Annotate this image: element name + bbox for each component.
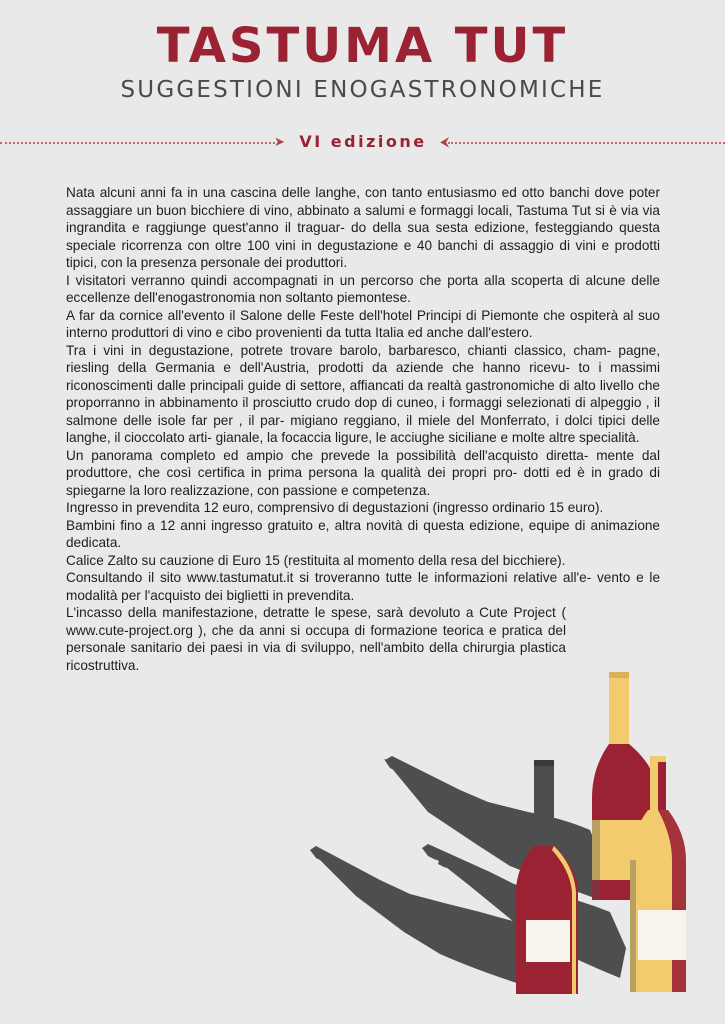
- dotted-rule-left: [0, 142, 275, 144]
- bottle-front: [516, 760, 578, 994]
- poster-title: TASTUMA TUT: [156, 18, 569, 74]
- paragraph-intro: Nata alcuni anni fa in una cascina delle langhe, con tanto entusiasmo ed otto banchi dove poter assaggiare un buon bicchiere di vino, abbinato a salumi e formaggi locali, Tastuma Tut si è via via ingrandita e raggiunge quest'anno il traguar- do della sua sesta edizione, festeggiando questa speciale ricorrenza con oltre 100 vini in degustazione e 40 banchi di assaggio di vini e prodotti tipici, con la presenza personale dei produttori.: [66, 185, 660, 270]
- edition-banner: [0, 128, 725, 156]
- poster-subtitle: SUGGESTIONI ENOGASTRONOMICHE: [120, 77, 605, 103]
- arrow-left-icon: ⮜: [440, 134, 450, 149]
- wine-bottles-illustration: [300, 660, 725, 1024]
- paragraph-tickets: Ingresso in prevendita 12 euro, comprensivo di degustazioni (ingresso ordinario 15 euro).: [66, 500, 604, 515]
- paragraph-panorama: Un panorama completo ed ampio che prevede la possibilità dell'acquisto diretta- mente dal produttore, che così certifica in prima persona la qualità dei propri pro- dotti ed è in grado di spiegarne la loro realizzazione, con passione e competenza.: [66, 447, 660, 498]
- paragraph-visitors: I visitatori verranno quindi accompagnati in un percorso che porta alla scoperta di alcune delle eccellenze dell'enogastronomia non soltanto piemontese.: [66, 272, 660, 305]
- paragraph-children: Bambini fino a 12 anni ingresso gratuito e, altra novità di questa edizione, equipe di animazione dedicata.: [66, 517, 660, 550]
- paragraph-venue: A far da cornice all'evento il Salone delle Feste dell'hotel Principi di Piemonte che ospiterà al suo interno produttori di vino e cibo provenienti da tutta Italia ed anche dall'estero.: [66, 307, 660, 340]
- arrow-right-icon: ➤: [274, 134, 285, 149]
- paragraph-website: Consultando il sito www.tastumatut.it si troveranno tutte le informazioni relative all'e- vento e le modalità per l'acquisto dei biglietti in prevendita.: [66, 570, 660, 603]
- paragraph-glass: Calice Zalto su cauzione di Euro 15 (restituita al momento della resa del bicchiere).: [66, 552, 566, 568]
- paragraph-wines: Tra i vini in degustazione, potrete trovare barolo, barbaresco, chianti classico, cham- pagne, riesling della Germania e dell'Austria, prodotti da aziende che hanno ricevu- to i massimi riconoscimenti dalle principali guide di settore, affiancati da realtà gastronomiche di alto livello che proporranno in abbinamento il prosciutto crudo dop di cuneo, i formaggi selezionati di alpeggio , il salmone delle isole far per , il par- migiano reggiano, il miele del Monferrato, i dolci tipici delle langhe, il cioccolato arti- gianale, la focaccia ligure, le acciughe siciliane e molte altre specialità.: [66, 342, 660, 445]
- dotted-rule-right: [448, 142, 725, 144]
- paragraph-charity: L'incasso della manifestazione, detratte le spese, sarà devoluto a Cute Project ( www.cute-project.org ), che da anni si occupa di formazione teorica e pratica del personale sanitario dei paesi in via di sviluppo, nell'ambito della chirurgia plastica ricostruttiva.: [66, 605, 566, 673]
- event-description: [66, 184, 660, 674]
- bottle-shadows: [310, 756, 626, 986]
- edition-label: VI edizione: [299, 132, 427, 151]
